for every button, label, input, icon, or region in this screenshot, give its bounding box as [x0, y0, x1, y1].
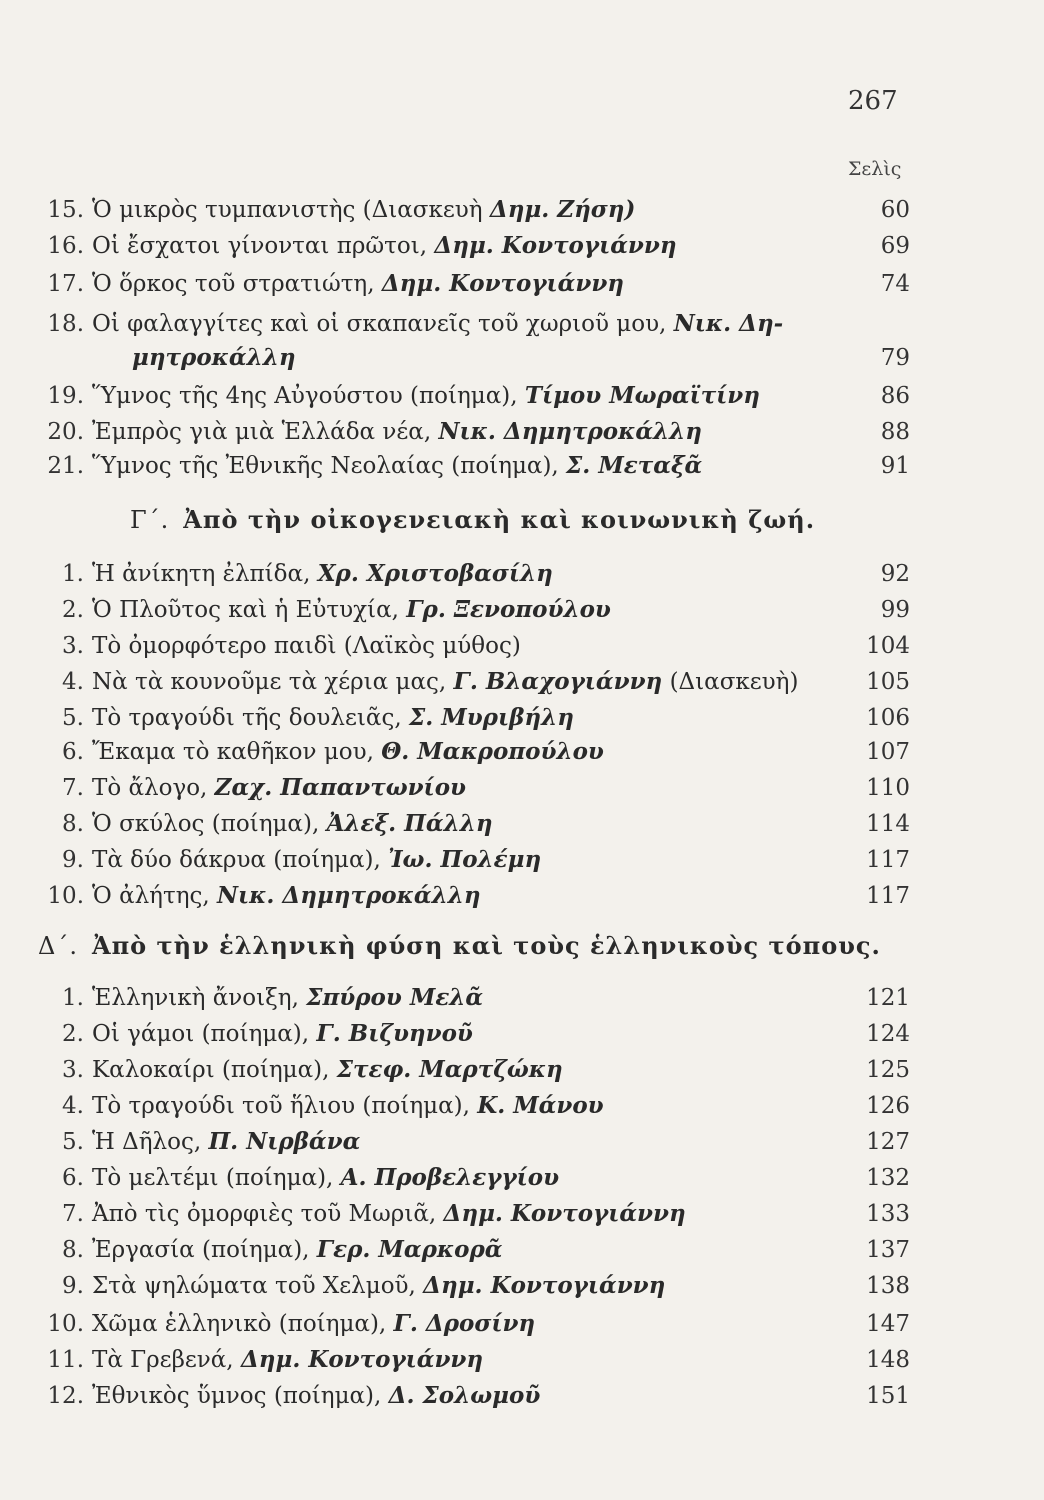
- entry-author: Δημ. Κοντογιάννη: [443, 1200, 686, 1227]
- entry-number: 20.: [47, 419, 84, 445]
- entry-author: Δημ. Κοντογιάννη: [423, 1272, 666, 1299]
- entry-text: [92, 1016, 473, 1052]
- entry-author: Νικ. Δη-: [673, 310, 784, 337]
- entry-note: (Διασκευὴ): [669, 669, 799, 695]
- entry-page: 137: [866, 1237, 910, 1263]
- entry-page: 124: [866, 1021, 910, 1047]
- toc-entry: [40, 192, 910, 228]
- entry-text: [92, 306, 783, 342]
- entry-text: [92, 228, 677, 264]
- entry-title: Τὸ ἄλογο,: [92, 775, 208, 801]
- entry-page: 104: [866, 633, 910, 659]
- entry-text: [92, 628, 521, 664]
- entry-number: 10.: [47, 883, 84, 909]
- toc-entry: [40, 1196, 910, 1232]
- entry-page: 99: [880, 597, 910, 623]
- entry-title: Ὁ Πλοῦτος καὶ ἡ Εὐτυχία,: [92, 597, 399, 623]
- toc-entry: [40, 700, 910, 736]
- toc-entry: [40, 1342, 910, 1378]
- entry-author: Γ. Βιζυηνοῦ: [316, 1020, 473, 1047]
- entry-page: 121: [866, 985, 910, 1011]
- entry-title: Στὰ ψηλώματα τοῦ Χελμοῦ,: [92, 1273, 416, 1299]
- entry-text: [92, 592, 611, 628]
- toc-entry: [40, 1306, 910, 1342]
- toc-entry: [40, 1160, 910, 1196]
- toc-entry: [40, 1232, 910, 1268]
- entry-title: Νὰ τὰ κουνοῦμε τὰ χέρια μας,: [92, 669, 447, 695]
- entry-page: 126: [866, 1093, 910, 1119]
- entry-number: 5.: [62, 1129, 84, 1155]
- entry-title: Τὸ ὀμορφότερο παιδὶ (Λαϊκὸς μύθος): [92, 633, 521, 659]
- entry-author: Στεφ. Μαρτζώκη: [336, 1056, 563, 1083]
- entry-page: 132: [866, 1165, 910, 1191]
- toc-entry: [40, 378, 910, 414]
- section-title: Ἀπὸ τὴν ἑλληνικὴ φύση καὶ τοὺς ἑλληνικοὺς τόπους.: [91, 931, 881, 960]
- entry-text: [92, 878, 481, 914]
- entry-text: [92, 1160, 559, 1196]
- toc-entry: [40, 806, 910, 842]
- entry-number: 4.: [62, 1093, 84, 1119]
- entry-text: [92, 414, 702, 450]
- toc-entry: [40, 980, 910, 1016]
- entry-author: Γρ. Ξενοπούλου: [406, 596, 611, 623]
- entry-title: Ἑλληνικὴ ἄνοιξη,: [92, 985, 299, 1011]
- entry-text: [92, 1232, 502, 1268]
- entry-page: 138: [866, 1273, 910, 1299]
- entry-title: Ὕμνος τῆς 4ης Αὐγούστου (ποίημα),: [92, 383, 518, 409]
- toc-entry: [40, 1016, 910, 1052]
- entry-page: 133: [866, 1201, 910, 1227]
- entry-author: Νικ. Δημητροκάλλη: [216, 882, 481, 909]
- entry-title: Χῶμα ἑλληνικὸ (ποίημα),: [92, 1311, 387, 1337]
- entry-title: Ἐργασία (ποίημα),: [92, 1237, 310, 1263]
- entry-author: Ἀλεξ. Πάλλη: [326, 810, 493, 837]
- entry-page: 117: [866, 847, 910, 873]
- entry-author: Α. Προβελεγγίου: [340, 1164, 560, 1191]
- entry-title: Ἡ ἀνίκητη ἐλπίδα,: [92, 561, 311, 587]
- entry-author: Δημ. Ζήση): [489, 196, 636, 223]
- toc-entry: [40, 592, 910, 628]
- entry-page: 79: [880, 345, 910, 371]
- entry-title: Οἱ γάμοι (ποίημα),: [92, 1021, 310, 1047]
- toc-entry-continuation: [40, 340, 910, 376]
- entry-title: Ὁ σκύλος (ποίημα),: [92, 811, 320, 837]
- entry-page: 105: [866, 669, 910, 695]
- entry-title: Ἡ Δῆλος,: [92, 1129, 202, 1155]
- entry-number: 6.: [62, 739, 84, 765]
- entry-author: Δημ. Κοντογιάννη: [381, 270, 625, 297]
- entry-author: Τίμου Μωραϊτίνη: [524, 382, 760, 409]
- entry-title: Τὰ Γρεβενά,: [92, 1347, 234, 1373]
- toc-entry: [40, 306, 910, 342]
- entry-author: Κ. Μάνου: [477, 1092, 604, 1119]
- entry-number: 10.: [47, 1311, 84, 1337]
- entry-number: 1.: [62, 561, 84, 587]
- toc-entry: [40, 1124, 910, 1160]
- entry-page: 148: [866, 1347, 910, 1373]
- entry-author-continuation: μητροκάλλη: [132, 344, 296, 371]
- entry-text: [92, 556, 553, 592]
- entry-page: 151: [866, 1383, 910, 1409]
- entry-title: Ὕμνος τῆς Ἐθνικῆς Νεολαίας (ποίημα),: [92, 453, 559, 479]
- entry-author: Ζαχ. Παπαντωνίου: [214, 774, 466, 801]
- entry-text: [92, 448, 702, 484]
- toc-entry: [40, 878, 910, 914]
- entry-text: [92, 1124, 360, 1160]
- entry-author: Ἰω. Πολέμη: [388, 846, 542, 873]
- entry-title: Ἔκαμα τὸ καθῆκον μου,: [92, 739, 374, 765]
- entry-text: [92, 1052, 563, 1088]
- toc-entry: [40, 664, 910, 700]
- toc-entry: [40, 556, 910, 592]
- entry-number: 12.: [47, 1383, 84, 1409]
- entry-author: Χρ. Χριστοβασίλη: [317, 560, 553, 587]
- section-letter: Δ΄.: [38, 932, 78, 960]
- entry-text: [92, 1306, 535, 1342]
- entry-title: Ὁ ἀλήτης,: [92, 883, 210, 909]
- entry-number: 8.: [62, 811, 84, 837]
- toc-entry: [40, 734, 910, 770]
- entry-page: 74: [880, 271, 910, 297]
- entry-page: 117: [866, 883, 910, 909]
- section-title: Ἀπὸ τὴν οἰκογενειακὴ καὶ κοινωνικὴ ζωή.: [183, 505, 816, 534]
- entry-page: 107: [866, 739, 910, 765]
- entry-title: Καλοκαίρι (ποίημα),: [92, 1057, 330, 1083]
- entry-number: 17.: [47, 271, 84, 297]
- entry-author: Νικ. Δημητροκάλλη: [438, 418, 703, 445]
- toc-entry: [40, 1052, 910, 1088]
- entry-title: Τὰ δύο δάκρυα (ποίημα),: [92, 847, 381, 873]
- entry-author: Δημ. Κοντογιάννη: [434, 232, 677, 259]
- section-letter: Γ΄.: [130, 506, 170, 534]
- entry-title: Ἀπὸ τὶς ὀμορφιὲς τοῦ Μωριᾶ,: [92, 1201, 437, 1227]
- entry-author: Γ. Βλαχογιάννη: [453, 668, 663, 695]
- entry-text: [92, 1268, 665, 1304]
- toc-entry: [40, 1088, 910, 1124]
- entry-author: Δ. Σολωμοῦ: [388, 1382, 541, 1409]
- entry-page: 60: [880, 197, 910, 223]
- entry-title: Ὁ μικρὸς τυμπανιστὴς (Διασκευὴ: [92, 197, 483, 223]
- page-number: 267: [848, 86, 898, 116]
- entry-text: [92, 770, 466, 806]
- entry-number: 21.: [47, 453, 84, 479]
- entry-page: 92: [880, 561, 910, 587]
- entry-text: [92, 700, 574, 736]
- entry-text: [92, 378, 760, 414]
- toc-entry: [40, 1268, 910, 1304]
- entry-text: [92, 806, 493, 842]
- entry-number: 4.: [62, 669, 84, 695]
- entry-author: Σπύρου Μελᾶ: [306, 984, 484, 1011]
- entry-title: Οἱ ἔσχατοι γίνονται πρῶτοι,: [92, 233, 428, 259]
- entry-number: 8.: [62, 1237, 84, 1263]
- entry-author: Θ. Μακροπούλου: [381, 738, 604, 765]
- entry-author: Δημ. Κοντογιάννη: [240, 1346, 484, 1373]
- entry-page: 106: [866, 705, 910, 731]
- entry-page: 125: [866, 1057, 910, 1083]
- entry-number: 2.: [62, 1021, 84, 1047]
- entry-number: 7.: [62, 775, 84, 801]
- entry-page: 88: [880, 419, 910, 445]
- entry-title: Ἐθνικὸς ὕμνος (ποίημα),: [92, 1383, 382, 1409]
- toc-entry: [40, 770, 910, 806]
- entry-title: Τὸ τραγούδι τοῦ ἥλιου (ποίημα),: [92, 1093, 470, 1119]
- section-heading: [130, 502, 815, 538]
- entry-text: [92, 1342, 483, 1378]
- entry-text: [92, 192, 635, 228]
- entry-title: Ὁ ὅρκος τοῦ στρατιώτη,: [92, 271, 375, 297]
- toc-entry: [40, 842, 910, 878]
- entry-number: 15.: [47, 197, 84, 223]
- entry-number: 5.: [62, 705, 84, 731]
- entry-number: 7.: [62, 1201, 84, 1227]
- toc-entry: [40, 448, 910, 484]
- entry-number: 2.: [62, 597, 84, 623]
- entry-page: 69: [880, 233, 910, 259]
- toc-entry: [40, 414, 910, 450]
- entry-text: [92, 664, 798, 700]
- entry-text: [92, 1196, 686, 1232]
- page-column-header: Σελὶς: [848, 158, 902, 180]
- toc-entry: [40, 266, 910, 302]
- entry-title: Τὸ τραγούδι τῆς δουλειᾶς,: [92, 705, 402, 731]
- entry-number: 19.: [47, 383, 84, 409]
- entry-number: 3.: [62, 633, 84, 659]
- entry-number: 6.: [62, 1165, 84, 1191]
- toc-entry: [40, 628, 910, 664]
- entry-number: 18.: [47, 311, 84, 337]
- entry-author: Γ. Δροσίνη: [393, 1310, 536, 1337]
- entry-number: 9.: [62, 847, 84, 873]
- entry-text: [92, 1088, 604, 1124]
- entry-text: [92, 842, 541, 878]
- entry-number: 1.: [62, 985, 84, 1011]
- entry-page: 147: [866, 1311, 910, 1337]
- entry-title: Οἱ φαλαγγίτες καὶ οἱ σκαπανεῖς τοῦ χωριοῦ μου,: [92, 311, 667, 337]
- entry-author: Σ. Μεταξᾶ: [566, 452, 703, 479]
- entry-text: [92, 266, 624, 302]
- section-heading: [38, 928, 881, 964]
- entry-number: 9.: [62, 1273, 84, 1299]
- entry-title: Τὸ μελτέμι (ποίημα),: [92, 1165, 334, 1191]
- entry-page: 127: [866, 1129, 910, 1155]
- entry-number: 3.: [62, 1057, 84, 1083]
- entry-author: Π. Νιρβάνα: [208, 1128, 361, 1155]
- toc-entry: [40, 228, 910, 264]
- entry-text: [92, 734, 604, 770]
- entry-text: [92, 980, 483, 1016]
- entry-author: Σ. Μυριβήλη: [408, 704, 574, 731]
- entry-page: 114: [866, 811, 910, 837]
- entry-page: 91: [880, 453, 910, 479]
- entry-title: Ἐμπρὸς γιὰ μιὰ Ἑλλάδα νέα,: [92, 419, 432, 445]
- entry-text: [92, 1378, 540, 1414]
- entry-author: Γερ. Μαρκορᾶ: [316, 1236, 503, 1263]
- entry-number: 16.: [47, 233, 84, 259]
- toc-entry: [40, 1378, 910, 1414]
- entry-page: 86: [880, 383, 910, 409]
- entry-number: 11.: [47, 1347, 84, 1373]
- entry-page: 110: [866, 775, 910, 801]
